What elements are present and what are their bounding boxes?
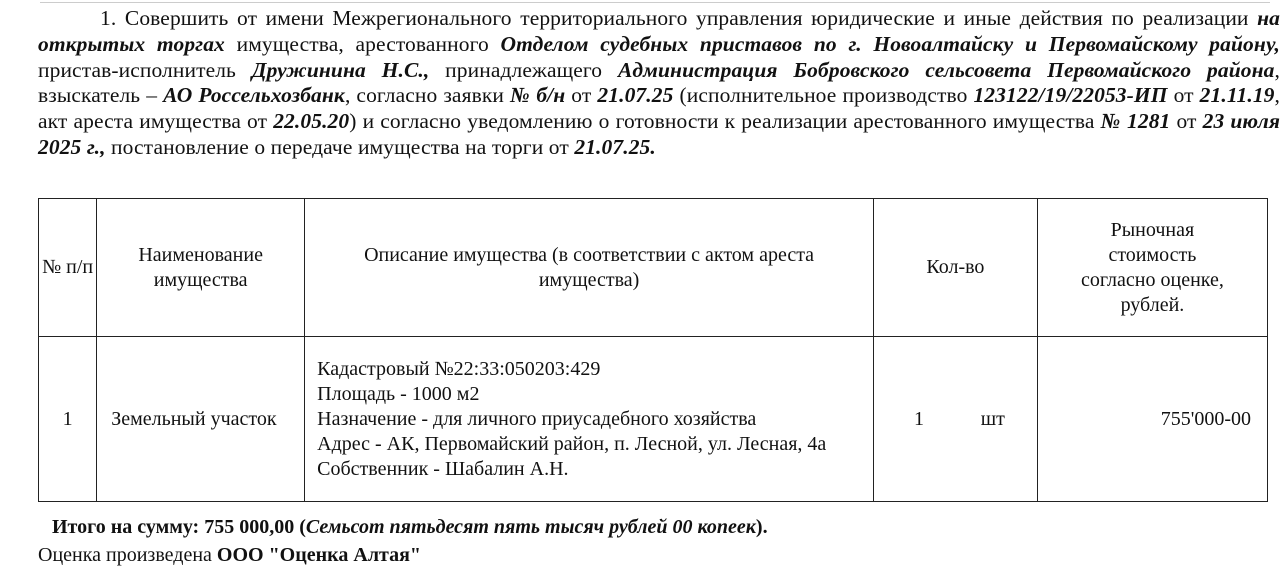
para-text: 1. Совершить от имени Межрегионального территориального управления юридические и иные действия по реализации bbox=[100, 6, 1258, 30]
enforcement-date: 21.11.19 bbox=[1199, 83, 1275, 108]
header-num: № п/п bbox=[39, 199, 97, 337]
header-desc: Описание имущества (в соответствии с актом ареста имущества) bbox=[305, 199, 874, 337]
request-date: 21.07.25 bbox=[597, 83, 674, 108]
transfer-date: 21.07.25. bbox=[574, 134, 656, 159]
claimant: АО Россельхозбанк bbox=[163, 83, 345, 108]
row-name: Земельный участок bbox=[97, 337, 305, 502]
header-qty: Кол-во bbox=[873, 199, 1037, 337]
para-text: ) и согласно уведомлению о готовности к реализации арестованного имущества bbox=[349, 109, 1101, 134]
arrest-date: 22.05.20 bbox=[273, 109, 350, 134]
property-owner: Администрация Бобровского сельсовета Первомайского района bbox=[617, 57, 1275, 82]
property-table bbox=[38, 198, 1268, 502]
qty-unit: шт bbox=[980, 407, 1005, 430]
para-text: постановление о передаче имущества на торги от bbox=[105, 134, 575, 159]
bailiff-name: Дружинина Н.С., bbox=[251, 57, 430, 82]
para-text: (исполнительное производство bbox=[673, 83, 974, 108]
para-text: принадлежащего bbox=[429, 57, 618, 82]
desc-owner: Собственник - Шабалин А.Н. bbox=[317, 457, 569, 480]
table-header-row bbox=[39, 199, 1268, 337]
row-qty bbox=[873, 337, 1037, 502]
para-text: от bbox=[1167, 83, 1200, 108]
total-words: Семьсот пятьдесят пять тысяч рублей 00 копеек bbox=[305, 516, 756, 538]
eval-company: ООО "Оценка Алтая" bbox=[216, 544, 422, 566]
notice-number: № 1281 bbox=[1100, 109, 1171, 134]
para-text: от bbox=[565, 83, 598, 108]
para-text: имущества, арестованного bbox=[224, 31, 501, 56]
total-label: Итого на сумму: 755 000,00 ( bbox=[52, 516, 306, 538]
qty-value: 1 bbox=[913, 407, 924, 430]
desc-purpose: Назначение - для личного приусадебного хозяйства bbox=[317, 407, 757, 430]
para-text: пристав-исполнитель bbox=[38, 57, 252, 82]
para-text: от bbox=[1170, 109, 1203, 134]
evaluation-line bbox=[38, 544, 421, 567]
auction-type: на открытых торгах bbox=[38, 6, 1280, 56]
desc-address: Адрес - АК, Первомайский район, п. Лесной, ул. Лесная, 4а bbox=[317, 432, 827, 455]
para-text: , согласно заявки bbox=[344, 83, 510, 108]
enforcement-number: 123122/19/22053-ИП bbox=[973, 83, 1168, 108]
total-line bbox=[52, 516, 768, 539]
para-text: , акт ареста имущества от bbox=[38, 83, 1280, 134]
request-number: № б/н bbox=[510, 83, 566, 108]
total-end: ). bbox=[755, 516, 768, 538]
instruction-paragraph bbox=[38, 6, 1280, 161]
header-name: Наименование имущества bbox=[97, 199, 305, 337]
row-num: 1 bbox=[39, 337, 97, 502]
desc-area: Площадь - 1000 м2 bbox=[317, 382, 480, 405]
cropped-top-line bbox=[40, 0, 1270, 3]
eval-label: Оценка произведена bbox=[38, 544, 217, 566]
row-price: 755'000-00 bbox=[1037, 337, 1267, 502]
notice-date: 23 июля 2025 г., bbox=[38, 109, 1280, 159]
header-price: Рыночная стоимость согласно оценке, рублей. bbox=[1037, 199, 1267, 337]
table-row bbox=[39, 337, 1268, 502]
bailiff-department: Отделом судебных приставов по г. Новоалтайску и Первомайскому району, bbox=[500, 31, 1280, 56]
para-text: , взыскатель – bbox=[38, 57, 1280, 108]
row-desc bbox=[305, 337, 874, 502]
desc-cadastral: Кадастровый №22:33:050203:429 bbox=[317, 357, 601, 380]
